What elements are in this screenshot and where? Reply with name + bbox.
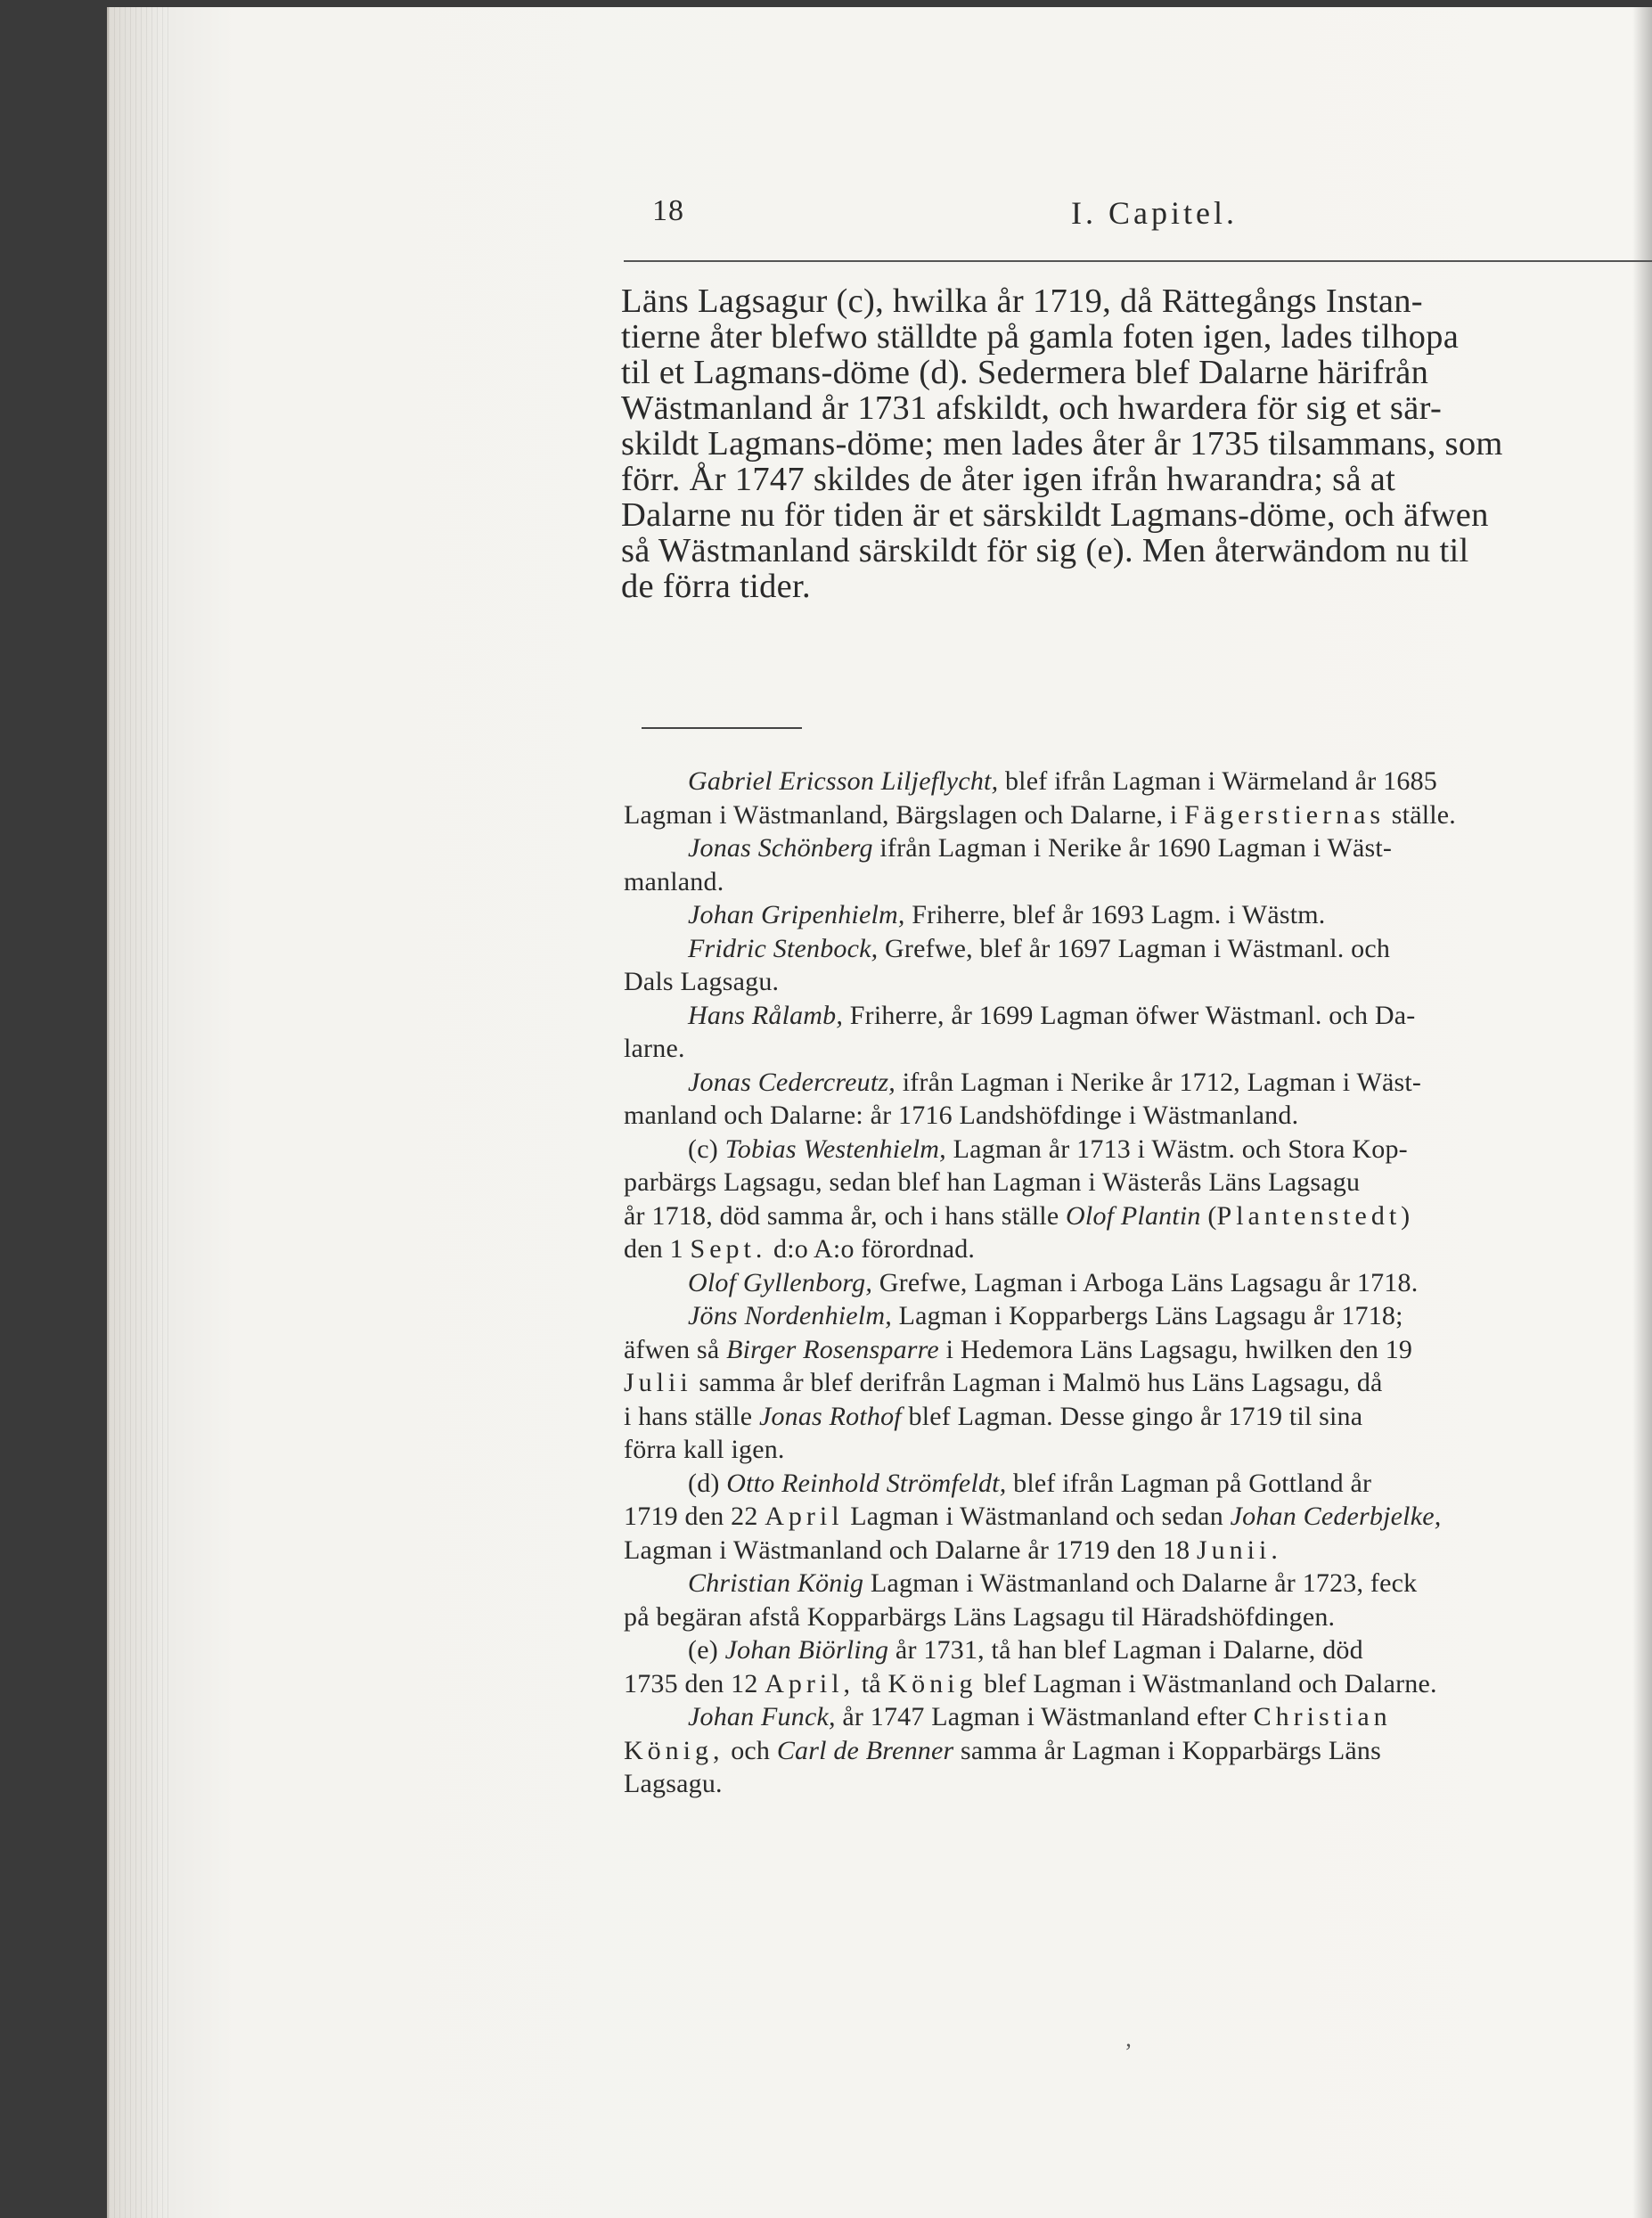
notes-text: ifrån Lagman i Nerike år 1690 Lagman i Wäst- <box>872 833 1393 863</box>
notes-text: i Hedemora Läns Lagsagu, hwilken den 19 <box>938 1334 1413 1364</box>
notes-line <box>624 1567 1652 1600</box>
main-text-line <box>621 390 1652 426</box>
notes-text: på begäran afstå Kopparbärgs Läns Lagsagu til Häradshöfdingen. <box>624 1601 1336 1632</box>
notes-text: Lagman år 1713 i Wästm. och Stora Kop- <box>945 1134 1408 1164</box>
notes-line <box>624 1700 1652 1734</box>
notes-line <box>624 1232 1652 1266</box>
notes-text: i hans ställe <box>624 1401 759 1431</box>
notes-text: tå <box>855 1668 888 1698</box>
notes-line <box>624 1534 1652 1567</box>
italic-name: Johan Funck, <box>688 1702 836 1731</box>
italic-name: Christian König <box>688 1568 864 1598</box>
italic-name: Johan Biörling <box>724 1635 889 1665</box>
notes-line <box>624 1266 1652 1300</box>
main-text-text: Wästmanland år 1731 afskildt, och hwardera för sig et sär- <box>621 389 1443 427</box>
notes-text: larne. <box>624 1034 685 1063</box>
notes-line <box>624 1066 1652 1100</box>
spaced-text: April <box>765 1502 844 1531</box>
notes-text: Grefwe, Lagman i Arboga Läns Lagsagu år 1718. <box>872 1267 1419 1297</box>
notes-line <box>624 1366 1652 1400</box>
main-text-line <box>621 533 1652 569</box>
footnote-divider <box>642 727 802 729</box>
main-text-line <box>621 319 1652 355</box>
notes-line <box>624 865 1652 899</box>
italic-name: Johan Cederbjelke, <box>1230 1502 1442 1531</box>
notes-text: d:o A:o förordnad. <box>766 1234 976 1264</box>
notes-text: blef ifrån Lagman i Wärmeland år 1685 <box>998 766 1437 796</box>
notes-text: (d) <box>688 1468 727 1498</box>
notes-text: samma år blef derifrån Lagman i Malmö hus Läns Lagsagu, då <box>691 1368 1383 1397</box>
notes-text: och <box>724 1735 777 1765</box>
notes-text: Grefwe, blef år 1697 Lagman i Wästmanl. och <box>878 933 1391 963</box>
footnotes <box>624 765 1652 1801</box>
header-rule <box>624 260 1652 262</box>
spaced-text: Fägerstiernas <box>1184 799 1386 830</box>
notes-text: (e) <box>688 1635 725 1665</box>
page-edge-shadow <box>109 7 171 2218</box>
spaced-text: Sept. <box>690 1234 767 1264</box>
spaced-text: König <box>887 1668 977 1698</box>
notes-text: blef ifrån Lagman på Gottland år <box>1006 1468 1372 1498</box>
notes-line <box>624 798 1652 832</box>
notes-line <box>624 1299 1652 1333</box>
main-text-line <box>621 569 1652 604</box>
notes-text: år 1747 Lagman i Wästmanland efter <box>835 1702 1254 1731</box>
main-text-text: så Wästmanland särskildt för sig (e). Men återwändom nu til <box>621 532 1469 569</box>
notes-text: parbärgs Lagsagu, sedan blef han Lagman i Wästerås Läns Lagsagu <box>624 1167 1361 1197</box>
notes-line <box>624 1600 1652 1634</box>
notes-line <box>624 1433 1652 1467</box>
notes-text: ) <box>1401 1200 1411 1231</box>
notes-line <box>624 1667 1652 1701</box>
main-text-text: förr. År 1747 skildes de åter igen ifrån hwarandra; så at <box>621 461 1396 498</box>
notes-text: Lagman i Wästmanland, Bärgslagen och Dalarne, i <box>624 799 1185 830</box>
notes-line <box>624 1467 1652 1501</box>
notes-text: (c) <box>688 1134 725 1164</box>
italic-name: Johan Gripenhielm, <box>688 900 905 929</box>
notes-text: 1735 den 12 <box>624 1668 765 1698</box>
notes-line <box>624 1032 1652 1066</box>
spaced-text: Plantenstedt <box>1216 1200 1402 1231</box>
notes-line <box>624 1767 1652 1801</box>
notes-line <box>624 1500 1652 1534</box>
italic-name: Jonas Cedercreutz, <box>688 1067 896 1097</box>
notes-text: den 1 <box>624 1234 691 1264</box>
notes-text: förra kall igen. <box>624 1435 785 1464</box>
main-text-line <box>621 462 1652 497</box>
main-text-text: de förra tider. <box>621 568 811 605</box>
stray-mark: ʼ <box>1125 2039 1133 2065</box>
notes-text: Lagsagu. <box>624 1769 723 1798</box>
main-text-text: til et Lagmans-döme (d). Sedermera blef Dalarne härifrån <box>621 354 1429 391</box>
notes-line <box>624 1166 1652 1199</box>
main-text-line <box>621 355 1652 390</box>
chapter-title: I. Capitel. <box>1071 195 1238 231</box>
spaced-text: König, <box>624 1735 724 1765</box>
main-text-text: Dalarne nu för tiden är et särskildt Lagmans-döme, och äfwen <box>621 496 1489 534</box>
notes-line <box>624 831 1652 865</box>
notes-text: blef Lagman. Desse gingo år 1719 til sina <box>901 1401 1363 1431</box>
notes-line <box>624 999 1652 1033</box>
notes-text: Friherre, blef år 1693 Lagm. i Wästm. <box>904 900 1326 929</box>
italic-name: Hans Rålamb, <box>688 1000 844 1030</box>
notes-text: 1719 den 22 <box>624 1502 765 1531</box>
main-text-line <box>621 497 1652 533</box>
notes-line <box>624 1633 1652 1667</box>
notes-text: samma år Lagman i Kopparbärgs Läns <box>953 1735 1381 1765</box>
spaced-text: Christian <box>1253 1702 1392 1731</box>
notes-text: äfwen så <box>624 1334 727 1364</box>
book-page <box>107 7 1652 2218</box>
italic-name: Birger Rosensparre <box>726 1334 939 1364</box>
notes-line <box>624 932 1652 966</box>
spaced-text: Junii. <box>1197 1535 1282 1565</box>
notes-line <box>624 765 1652 798</box>
notes-line <box>624 1133 1652 1166</box>
main-text <box>621 283 1652 604</box>
notes-line <box>624 1199 1652 1233</box>
notes-line <box>624 1333 1652 1367</box>
notes-text: Dals Lagsagu. <box>624 967 780 996</box>
notes-line <box>624 898 1652 932</box>
notes-text: ( <box>1200 1200 1217 1231</box>
notes-text: ifrån Lagman i Nerike år 1712, Lagman i Wäst- <box>896 1067 1422 1097</box>
notes-text: Lagman i Kopparbergs Läns Lagsagu år 1718; <box>891 1301 1403 1330</box>
notes-line <box>624 965 1652 999</box>
italic-name: Carl de Brenner <box>776 1735 954 1765</box>
italic-name: Olof Gyllenborg, <box>688 1267 873 1297</box>
notes-text: Friherre, år 1699 Lagman öfwer Wästmanl. och Da- <box>843 1000 1416 1030</box>
italic-name: Jöns Nordenhielm, <box>688 1301 892 1330</box>
italic-name: Jonas Schönberg <box>688 833 873 863</box>
notes-text: Lagman i Wästmanland och sedan <box>843 1502 1231 1531</box>
spaced-text: April, <box>765 1668 855 1698</box>
italic-name: Tobias Westenhielm, <box>724 1134 946 1164</box>
main-text-line <box>621 426 1652 462</box>
main-text-text: tierne åter blefwo ställdte på gamla foten igen, lades tilhopa <box>621 318 1460 356</box>
italic-name: Fridric Stenbock, <box>688 933 879 963</box>
italic-name: Gabriel Ericsson Liljeflycht, <box>688 766 999 796</box>
notes-line <box>624 1099 1652 1133</box>
notes-text: manland och Dalarne: år 1716 Landshöfdinge i Wästmanland. <box>624 1101 1299 1130</box>
italic-name: Otto Reinhold Strömfeldt, <box>726 1468 1007 1498</box>
main-text-text: Läns Lagsagur (c), hwilka år 1719, då Rättegångs Instan- <box>621 282 1423 320</box>
notes-text: blef Lagman i Wästmanland och Dalarne. <box>977 1668 1437 1698</box>
notes-text: år 1718, död samma år, och i hans ställe <box>624 1200 1067 1231</box>
notes-line <box>624 1734 1652 1768</box>
italic-name: Olof Plantin <box>1066 1200 1201 1231</box>
notes-line <box>624 1400 1652 1434</box>
italic-name: Jonas Rothof <box>758 1401 902 1431</box>
page-number: 18 <box>652 194 684 227</box>
main-text-line <box>621 283 1652 319</box>
notes-text: år 1731, tå han blef Lagman i Dalarne, död <box>888 1635 1363 1665</box>
notes-text: Lagman i Wästmanland och Dalarne år 1723, feck <box>863 1568 1418 1598</box>
spaced-text: Julii <box>624 1368 692 1397</box>
notes-text: manland. <box>624 866 724 896</box>
notes-text: Lagman i Wästmanland och Dalarne år 1719 den 18 <box>624 1535 1197 1565</box>
main-text-text: skildt Lagmans-döme; men lades åter år 1735 tilsammans, som <box>621 425 1503 462</box>
notes-text: ställe. <box>1385 799 1457 830</box>
page-header <box>554 194 1652 248</box>
